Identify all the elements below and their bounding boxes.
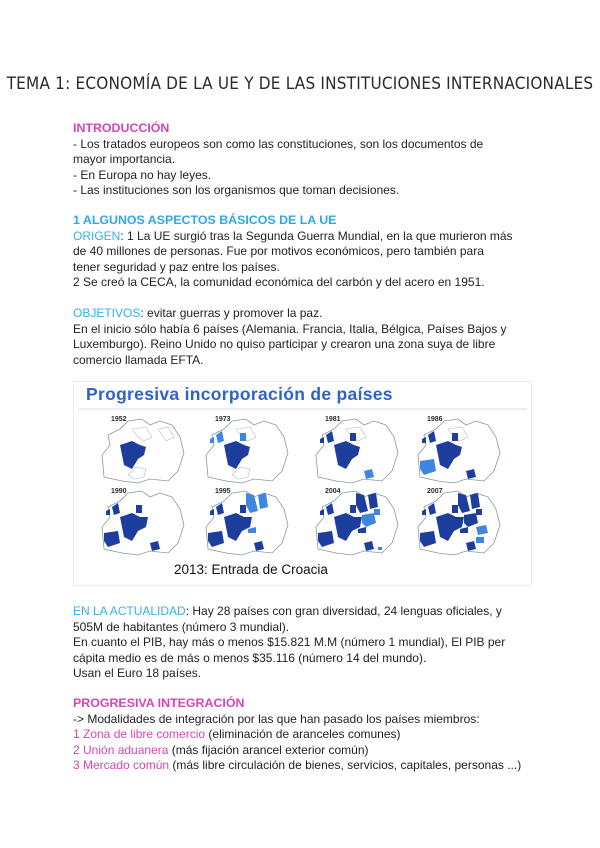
map-2004 xyxy=(312,487,402,557)
map-year-label: 1981 xyxy=(325,416,341,423)
objetivos-body-line: comercio llamada EFTA. xyxy=(73,352,204,367)
objetivos-section xyxy=(73,306,533,368)
map-1986 xyxy=(414,415,504,485)
intro-line: - Las instituciones son los organismos que toman decisiones. xyxy=(73,183,400,198)
objetivos-text: : evitar guerras y promover la paz. xyxy=(140,306,323,320)
eu-enlargement-figure xyxy=(73,381,532,586)
europe-map-icon xyxy=(414,487,504,557)
figure-divider xyxy=(78,408,527,410)
map-year-label: 1986 xyxy=(427,416,443,423)
origen-line xyxy=(73,229,533,245)
europe-map-icon xyxy=(312,487,402,557)
intro-section xyxy=(73,121,533,199)
intro-heading: INTRODUCCIÓN xyxy=(73,121,170,135)
list-item xyxy=(73,743,533,759)
objetivos-label: OBJETIVOS xyxy=(73,306,141,320)
map-year-label: 1973 xyxy=(215,416,231,423)
map-year-label: 1995 xyxy=(215,488,231,495)
figure-title: Progresiva incorporación de países xyxy=(86,384,393,404)
actualidad-body-line: Usan el Euro 18 países. xyxy=(73,666,202,681)
map-year-label: 1952 xyxy=(111,416,127,423)
actualidad-line xyxy=(73,604,533,620)
map-year-label: 2007 xyxy=(427,488,443,495)
integration-stage-label: 2 Unión aduanera xyxy=(73,742,169,757)
integration-stage-text: (más fijación arancel exterior común) xyxy=(168,742,369,757)
aspectos-line: tener seguridad y paz entre los países. xyxy=(73,259,280,274)
map-2007 xyxy=(414,487,504,557)
actualidad-body-line: En cuanto el PIB, hay más o menos $15.821 M.M (número 1 mundial), El PIB per xyxy=(73,635,506,650)
progresiva-intro: -> Modalidades de integración por las que han pasado los países miembros: xyxy=(73,711,480,726)
progresiva-heading: PROGRESIVA INTEGRACIÓN xyxy=(73,696,245,710)
objetivos-body-line: En el inicio sólo había 6 países (Alemania. Francia, Italia, Bélgica, Países Bajos y xyxy=(73,321,507,336)
aspectos-heading: 1 ALGUNOS ASPECTOS BÁSICOS DE LA UE xyxy=(73,213,337,227)
map-year-label: 2004 xyxy=(325,488,341,495)
integration-stage-text: (eliminación de aranceles comunes) xyxy=(205,727,401,742)
map-year-label: 1990 xyxy=(111,488,127,495)
aspectos-line: de 40 millones de personas. Fue por motivos económicos, pero también para xyxy=(73,244,484,259)
intro-line: - En Europa no hay leyes. xyxy=(73,167,212,182)
actualidad-text: : Hay 28 países con gran diversidad, 24 lenguas oficiales, y xyxy=(185,604,502,618)
origen-text: : 1 La UE surgió tras la Segunda Guerra Mundial, en la que murieron más xyxy=(120,228,513,243)
map-1973 xyxy=(202,415,292,485)
list-item xyxy=(73,758,533,774)
map-1995 xyxy=(202,487,292,557)
integration-stage-text: (más libre circulación de bienes, servicios, capitales, personas ...) xyxy=(169,758,522,773)
integration-stage-label: 1 Zona de libre comercio xyxy=(73,727,206,742)
objetivos-line xyxy=(73,306,533,322)
actualidad-body-line: cápita medio es de más o menos $35.116 (número 14 del mundo). xyxy=(73,650,427,665)
actualidad-label: EN LA ACTUALIDAD xyxy=(73,604,186,618)
europe-map-icon xyxy=(202,487,292,557)
aspectos-section xyxy=(73,213,533,291)
aspectos-line: 2 Se creó la CECA, la comunidad económica del carbón y del acero en 1951. xyxy=(73,275,485,290)
map-1981 xyxy=(312,415,402,485)
europe-map-icon xyxy=(98,415,188,485)
intro-line: - Los tratados europeos son como las constituciones, son los documentos de xyxy=(73,136,484,151)
europe-map-icon xyxy=(202,415,292,485)
origen-label: ORIGEN xyxy=(73,228,121,243)
europe-map-icon xyxy=(312,415,402,485)
intro-line: mayor importancia. xyxy=(73,152,176,167)
actualidad-body-line: 505M de habitantes (número 3 mundial). xyxy=(73,619,290,634)
list-item xyxy=(73,727,533,743)
progresiva-section xyxy=(73,696,533,774)
page-title: TEMA 1: ECONOMÍA DE LA UE Y DE LAS INSTITUCIONES INTERNACIONALES xyxy=(6,74,594,94)
europe-map-icon xyxy=(414,415,504,485)
map-1990 xyxy=(98,487,188,557)
objetivos-body-line: Luxemburgo). Reino Unido no quiso participar y crearon una zona suya de libre xyxy=(73,337,496,352)
integration-stage-label: 3 Mercado común xyxy=(73,758,170,773)
europe-map-icon xyxy=(98,487,188,557)
actualidad-section xyxy=(73,604,533,682)
figure-caption: 2013: Entrada de Croacia xyxy=(174,562,328,577)
map-1952 xyxy=(98,415,188,485)
